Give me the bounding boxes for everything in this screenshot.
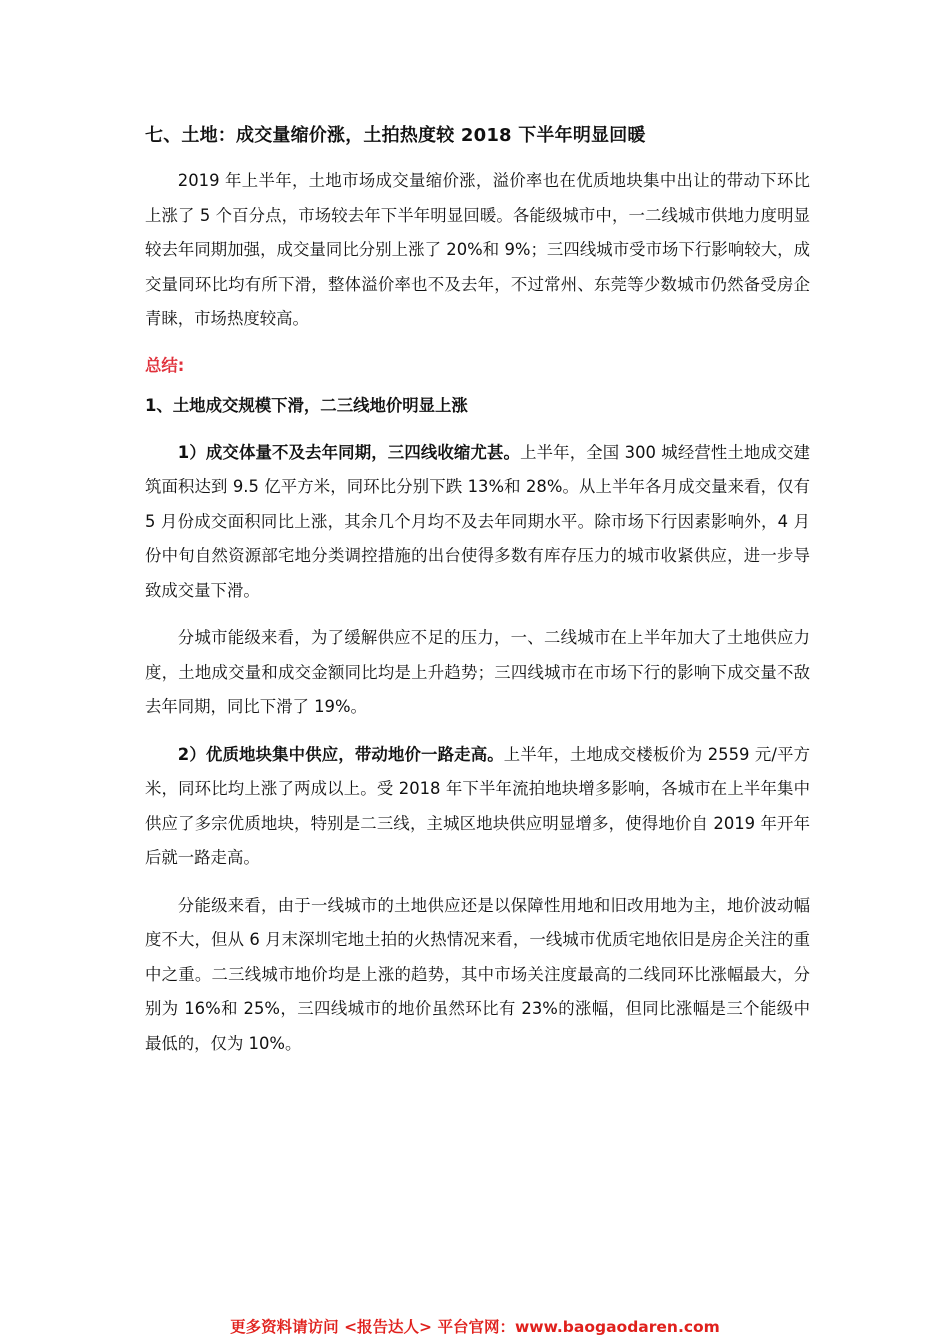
paragraph-body: 上半年，全国 300 城经营性土地成交建筑面积达到 9.5 亿平方米，同环比分别下跌 13%和 28%。从上半年各月成交量来看，仅有 5 月份成交面积同比上涨，其余几个月均不及去年同期水平。除市场下行因素影响外，4 月份中旬自然资源部宅地分类调控措施的出台使得多数有库存压力的城市收紧供应，进一步导致成交量下滑。	[145, 442, 810, 600]
paragraph-volume-decline	[145, 436, 810, 609]
paragraph-price-rise	[145, 738, 810, 876]
summary-label: 总结:	[145, 355, 185, 375]
summary-point-1-heading: 1、土地成交规模下滑，二三线地价明显上涨	[145, 395, 468, 415]
paragraph-city-tiers-volume: 分城市能级来看，为了缓解供应不足的压力，一、二线城市在上半年加大了土地供应力度，土地成交量和成交金额同比均是上升趋势；三四线城市在市场下行的影响下成交量不敌去年同期，同比下滑了 19%。	[145, 628, 810, 716]
paragraph-lead: 1）成交体量不及去年同期，三四线收缩尤甚。	[177, 442, 521, 462]
footer-website-link[interactable]: 更多资料请访问 <报告达人> 平台官网：www.baogaodaren.com	[230, 1318, 720, 1336]
paragraph-city-tiers-price: 分能级来看，由于一线城市的土地供应还是以保障性用地和旧改用地为主，地价波动幅度不大，但从 6 月末深圳宅地土拍的火热情况来看，一线城市优质宅地依旧是房企关注的重中之重。二三线城市地价均是上涨的趋势，其中市场关注度最高的二线同环比涨幅最大，分别为 16%和 25%，三四线城市的地价虽然环比有 23%的涨幅，但同比涨幅是三个能级中最低的，仅为 10%。	[145, 895, 810, 1053]
paragraph-lead: 2）优质地块集中供应，带动地价一路走高。	[177, 744, 504, 764]
paragraph-body: 上半年，土地成交楼板价为 2559 元/平方米，同环比均上涨了两成以上。受 2018 年下半年流拍地块增多影响，各城市在上半年集中供应了多宗优质地块，特别是二三线，主城区地块供应明显增多，使得地价自 2019 年开年后就一路走高。	[145, 744, 811, 867]
document-body	[145, 122, 810, 1074]
intro-paragraph: 2019 年上半年，土地市场成交量缩价涨，溢价率也在优质地块集中出让的带动下环比上涨了 5 个百分点，市场较去年下半年明显回暖。各能级城市中，一二线城市供地力度明显较去年同期加强，成交量同比分别上涨了 20%和 9%；三四线城市受市场下行影响较大，成交量同环比均有所下滑，整体溢价率也不及去年，不过常州、东莞等少数城市仍然备受房企青睐，市场热度较高。	[145, 171, 810, 328]
section-title: 七、土地：成交量缩价涨，土拍热度较 2018 下半年明显回暖	[145, 125, 646, 146]
